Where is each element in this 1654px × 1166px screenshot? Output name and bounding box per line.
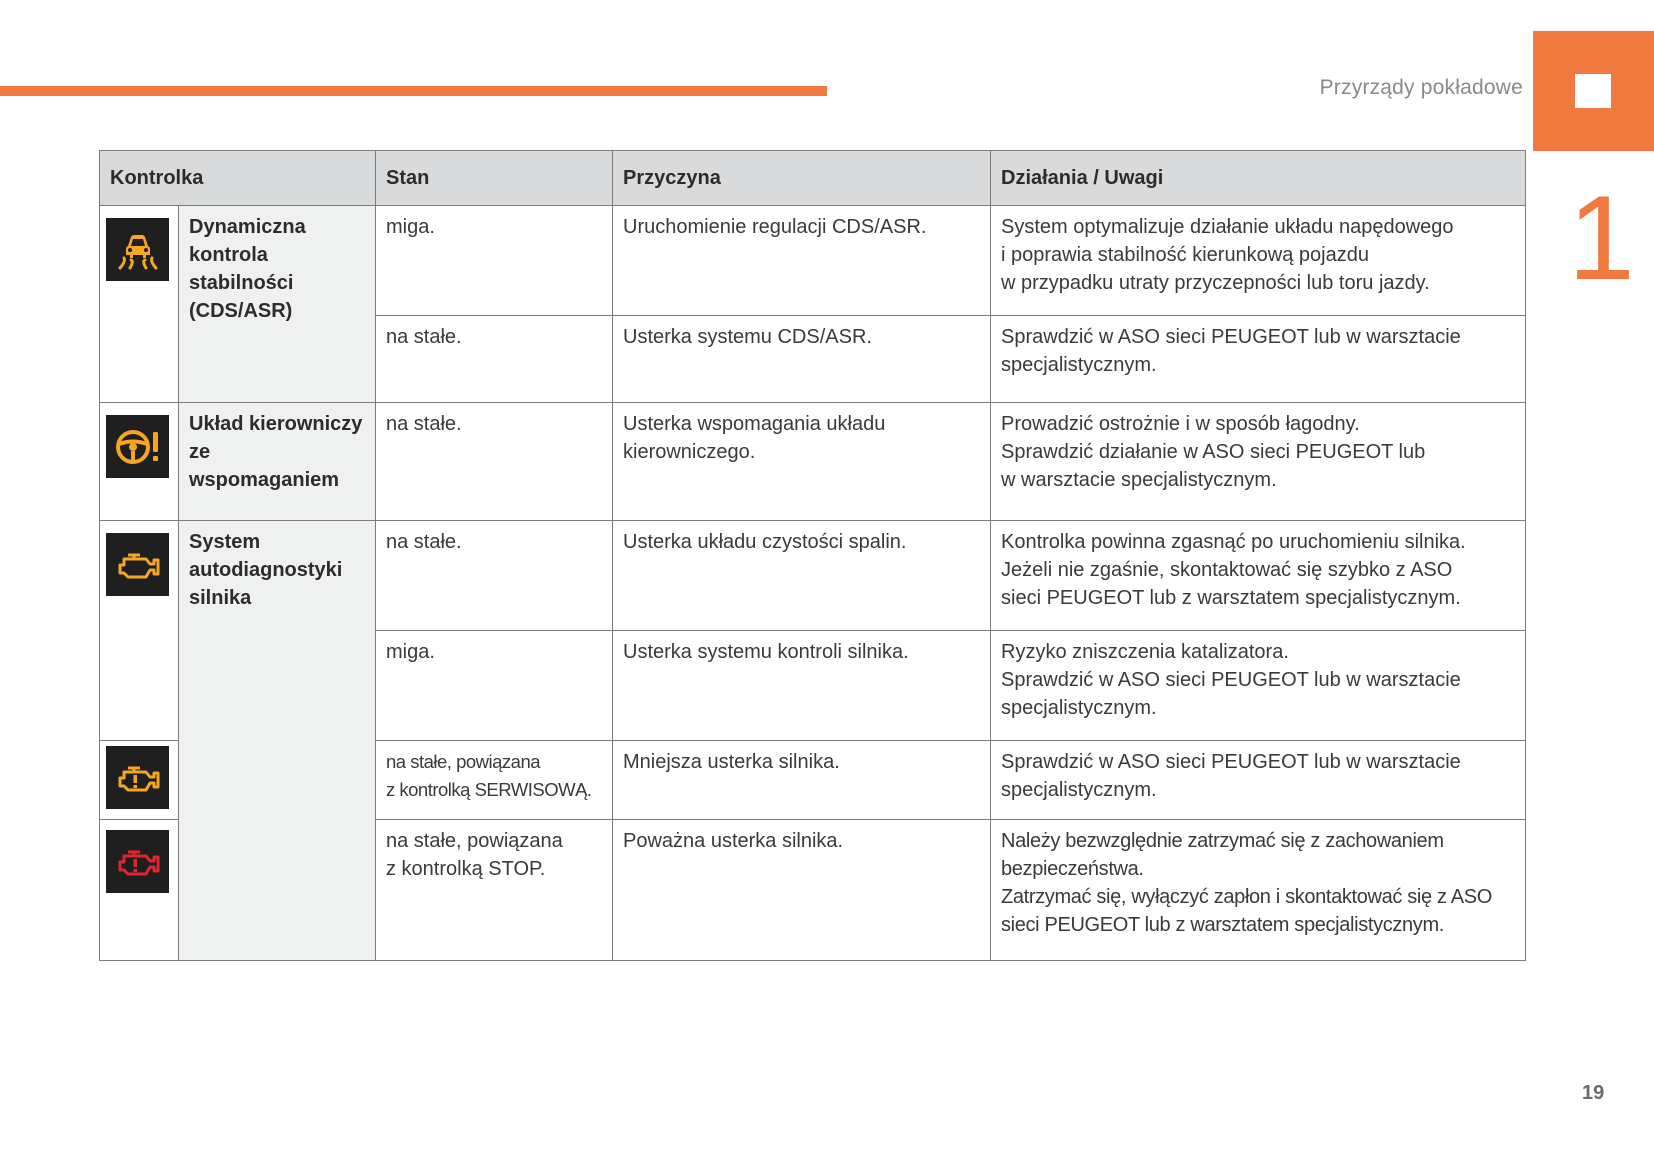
engine-stan-1: na stałe. <box>376 521 613 631</box>
steering-name: Układ kierowniczy ze wspomaganiem <box>179 403 376 521</box>
cds-przyczyna-2: Usterka systemu CDS/ASR. <box>613 316 991 403</box>
header-przyczyna: Przyczyna <box>613 151 991 206</box>
engine-stop-icon <box>106 830 169 893</box>
cds-stan-1: miga. <box>376 206 613 316</box>
cds-stan-2: na stałe. <box>376 316 613 403</box>
chapter-tab <box>1533 31 1654 151</box>
engine-stan-3: na stałe, powiązana z kontrolką SERWISOWĄ. <box>376 741 613 820</box>
icon-cell <box>100 206 179 403</box>
engine-stan-4: na stałe, powiązana z kontrolką STOP. <box>376 820 613 961</box>
engine-przyczyna-1: Usterka układu czystości spalin. <box>613 521 991 631</box>
engine-dzialania-2: Ryzyko zniszczenia katalizatora. Sprawdzić w ASO sieci PEUGEOT lub w warsztacie specjalistycznym. <box>991 631 1526 741</box>
skid-car-icon <box>106 218 169 281</box>
icon-cell <box>100 741 179 820</box>
engine-service-icon <box>106 746 169 809</box>
steering-dzialania-1: Prowadzić ostrożnie i w sposób łagodny. Sprawdzić działanie w ASO sieci PEUGEOT lub w warsztacie specjalistycznym. <box>991 403 1526 521</box>
table-row <box>100 403 1526 521</box>
icon-cell <box>100 521 179 741</box>
cds-dzialania-1: System optymalizuje działanie układu napędowego i poprawia stabilność kierunkową pojazdu w przypadku utraty przyczepności lub toru jazdy. <box>991 206 1526 316</box>
table-row <box>100 206 1526 316</box>
warning-lights-table <box>99 150 1526 961</box>
icon-cell <box>100 403 179 521</box>
chapter-tab-square <box>1575 74 1611 108</box>
engine-dzialania-3: Sprawdzić w ASO sieci PEUGEOT lub w warsztacie specjalistycznym. <box>991 741 1526 820</box>
chapter-number: 1 <box>1568 171 1635 305</box>
table-row <box>100 521 1526 631</box>
steering-stan-1: na stałe. <box>376 403 613 521</box>
engine-stan-2: miga. <box>376 631 613 741</box>
header-dzialania: Działania / Uwagi <box>991 151 1526 206</box>
section-title: Przyrządy pokładowe <box>1319 76 1523 99</box>
table-header-row <box>100 151 1526 206</box>
accent-bar <box>0 86 827 96</box>
cds-name: Dynamiczna kontrola stabilności (CDS/ASR) <box>179 206 376 403</box>
engine-amber-icon <box>106 533 169 596</box>
engine-przyczyna-3: Mniejsza usterka silnika. <box>613 741 991 820</box>
cds-dzialania-2: Sprawdzić w ASO sieci PEUGEOT lub w warsztacie specjalistycznym. <box>991 316 1526 403</box>
cds-przyczyna-1: Uruchomienie regulacji CDS/ASR. <box>613 206 991 316</box>
engine-przyczyna-4: Poważna usterka silnika. <box>613 820 991 961</box>
steering-przyczyna-1: Usterka wspomagania układu kierowniczego. <box>613 403 991 521</box>
header-kontrolka: Kontrolka <box>100 151 376 206</box>
engine-przyczyna-2: Usterka systemu kontroli silnika. <box>613 631 991 741</box>
engine-dzialania-4: Należy bezwzględnie zatrzymać się z zachowaniem bezpieczeństwa. Zatrzymać się, wyłączyć zapłon i skontaktować się z ASO sieci PEUGEOT lub z warsztatem specjalistycznym. <box>991 820 1526 961</box>
engine-name: System autodiagnostyki silnika <box>179 521 376 961</box>
engine-dzialania-1: Kontrolka powinna zgasnąć po uruchomieniu silnika. Jeżeli nie zgaśnie, skontaktować się szybko z ASO sieci PEUGEOT lub z warsztatem specjalistycznym. <box>991 521 1526 631</box>
header-stan: Stan <box>376 151 613 206</box>
page-number: 19 <box>1582 1082 1605 1104</box>
steering-wheel-warning-icon <box>106 415 169 478</box>
icon-cell <box>100 820 179 961</box>
